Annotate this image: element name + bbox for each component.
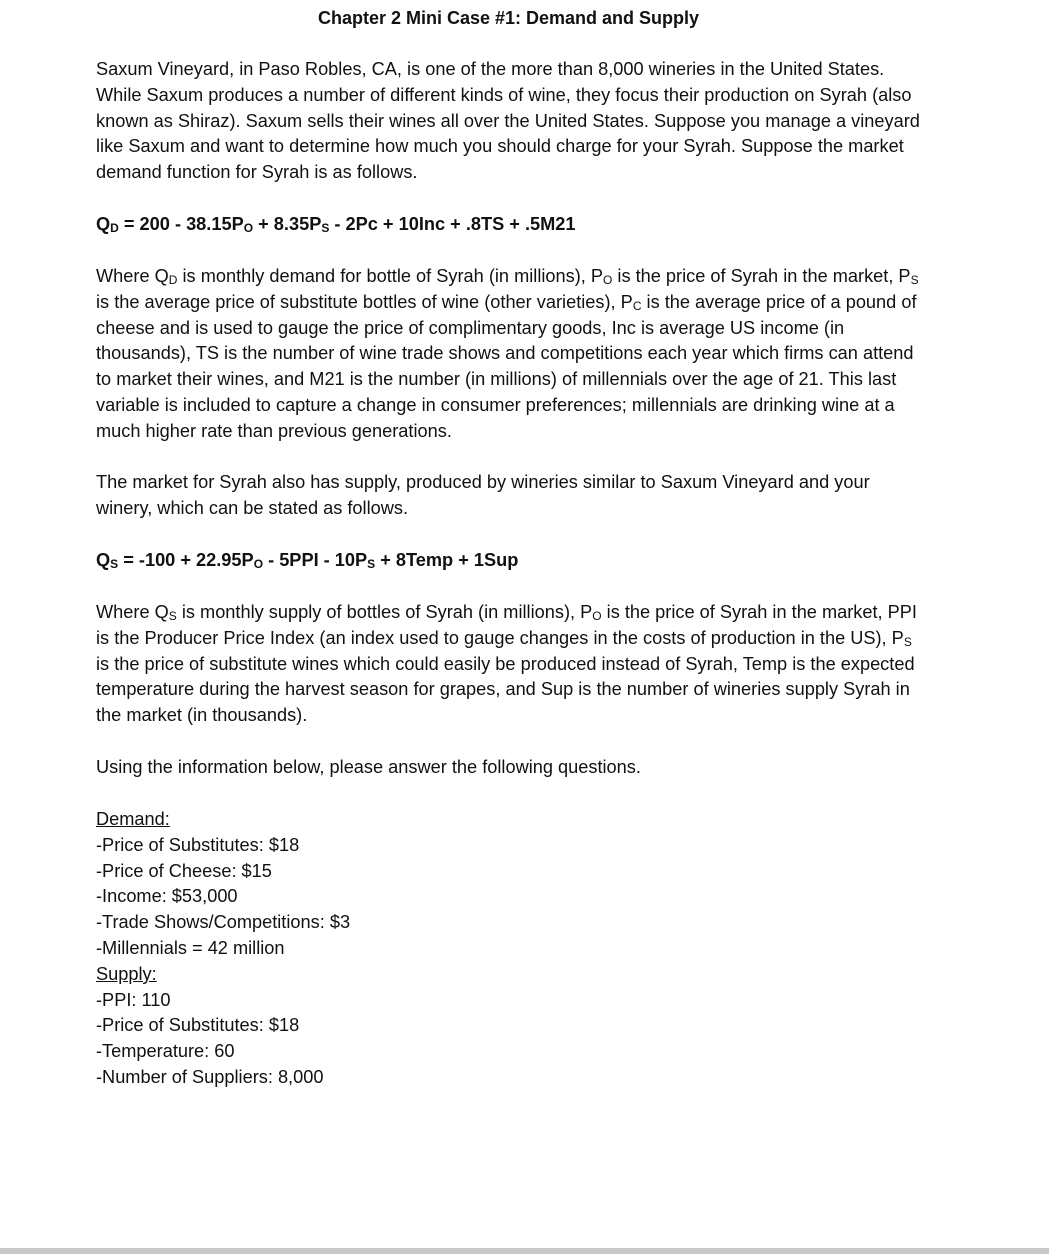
list-item: -Price of Cheese: $15	[96, 860, 272, 881]
list-item: -Millennials = 42 million	[96, 937, 285, 958]
demand-heading: Demand:	[96, 809, 170, 829]
supply-intro: The market for Syrah also has supply, produced by wineries similar to Saxum Vineyard and your winery, which can be stated as follows.	[96, 472, 870, 518]
page-title: Chapter 2 Mini Case #1: Demand and Supply	[317, 8, 700, 28]
list-item: -Income: $53,000	[96, 886, 238, 907]
supply-description: Where $Q_S$ is monthly supply of bottles of Syrah (in millions), $P_O$ is the price of Syrah in the market, PPI is the Producer Price Index (an index used to gauge changes in the costs of production in the US), $P_S$ is the price of substitute wines which could easily be produced instead of Syrah, Temp is the expected temperature during the harvest season for grapes, and Sup is the number of wineries supply Syrah in the market (in thousands).	[96, 602, 917, 726]
page-bottom-divider	[0, 1248, 1049, 1254]
list-item: -Price of Substitutes: $18	[96, 834, 300, 855]
intro-paragraph: Saxum Vineyard, in Paso Robles, CA, is one of the more than 8,000 wineries in the United States. While Saxum produces a number of different kinds of wine, they focus their production on Syrah (also known as Shiraz). Saxum sells their wines all over the United States. Suppose you manage a vineyard like Saxum and want to determine how much you should charge for your Syrah. Suppose the market demand function for Syrah is as follows.	[96, 59, 920, 183]
list-item: -Number of Suppliers: 8,000	[96, 1066, 324, 1087]
list-item: -PPI: 110	[96, 989, 171, 1010]
given-values-list	[96, 807, 926, 1091]
list-item: -Temperature: 60	[96, 1041, 235, 1062]
supply-heading: Supply:	[96, 963, 157, 984]
instruction-text: Using the information below, please answer the following questions.	[96, 757, 641, 777]
demand-description: Where $Q_D$ is monthly demand for bottle of Syrah (in millions), $P_O$ is the price of Syrah in the market, $P_S$ is the average price of substitute bottles of wine (other varieties), $P_C$ is the average price of a pound of cheese and is used to gauge the price of complimentary goods, Inc is average US income (in thousands), TS is the number of wine trade shows and competitions each year which firms can attend to market their wines, and M21 is the number (in millions) of millennials over the age of 21. This last variable is included to capture a change in consumer preferences; millennials are drinking wine at a much higher rate than previous generations.	[96, 266, 919, 441]
list-item: -Trade Shows/Competitions: $3	[96, 912, 351, 933]
supply-equation: $Q_S = -100 + 22.95P_O - 5PPI - 10P_S$ + 8Temp + 1Sup	[96, 550, 519, 571]
demand-equation: $Q_D = 200 - 38.15P_O + 8.35P_S - 2Pc + 10Inc + .8TS + .5M21$	[96, 214, 576, 235]
list-item: -Price of Substitutes: $18	[96, 1015, 300, 1036]
